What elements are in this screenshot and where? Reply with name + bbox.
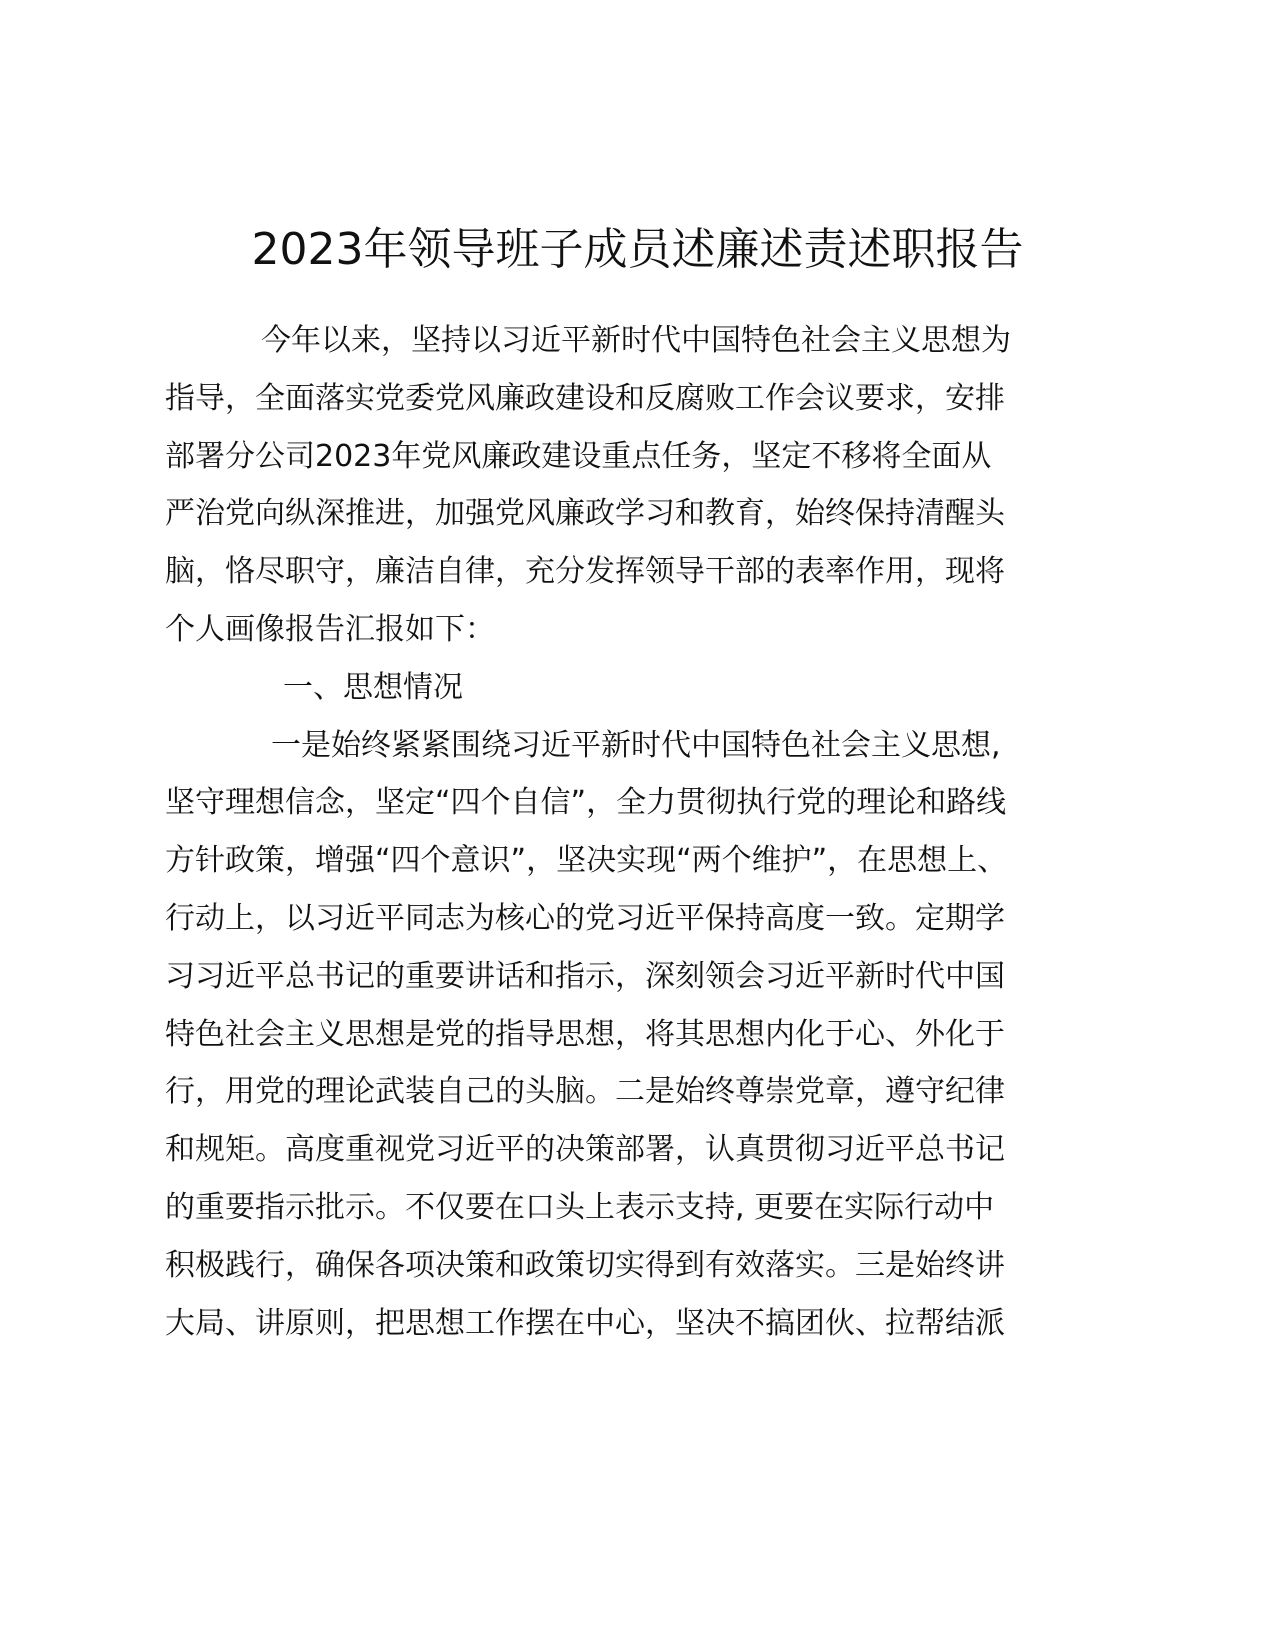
paragraph-line: 严治党向纵深推进，加强党风廉政学习和教育，始终保持清醒头	[165, 496, 1005, 532]
paragraph-line: 习习近平总书记的重要讲话和指示，深刻领会习近平新时代中国	[165, 958, 1005, 994]
section-heading: 一、思想情况	[283, 669, 463, 705]
paragraph-line: 行，用党的理论武装自己的头脑。二是始终尊崇党章，遵守纪律	[165, 1074, 1005, 1110]
paragraph-line: 的重要指示批示。不仅要在口头上表示支持, 更要在实际行动中	[165, 1189, 995, 1225]
paragraph-line: 坚守理想信念，坚定“四个自信”，全力贯彻执行党的理论和路线	[165, 785, 1007, 821]
paragraph-line: 行动上，以习近平同志为核心的党习近平保持高度一致。定期学	[165, 900, 1005, 936]
paragraph-line: 指导，全面落实党委党风廉政建设和反腐败工作会议要求，安排	[165, 380, 1005, 416]
paragraph-line: 脑，恪尽职守，廉洁自律，充分发挥领导干部的表率作用，现将	[165, 554, 1005, 590]
document-title: 2023年领导班子成员述廉述责述职报告	[251, 224, 1024, 275]
paragraph-line: 大局、讲原则，把思想工作摆在中心，坚决不搞团伙、拉帮结派	[165, 1305, 1005, 1341]
paragraph-line: 积极践行，确保各项决策和政策切实得到有效落实。三是始终讲	[165, 1247, 1005, 1283]
paragraph-line: 和规矩。高度重视党习近平的决策部署，认真贯彻习近平总书记	[165, 1132, 1005, 1168]
paragraph-line: 特色社会主义思想是党的指导思想，将其思想内化于心、外化于	[165, 1016, 1005, 1052]
paragraph-line: 个人画像报告汇报如下：	[165, 611, 495, 647]
document-body	[165, 312, 1095, 1352]
paragraph-line: 一是始终紧紧围绕习近平新时代中国特色社会主义思想,	[271, 727, 1001, 763]
paragraph-line: 部署分公司2023年党风廉政建设重点任务，坚定不移将全面从	[165, 438, 992, 474]
paragraph-line: 方针政策，增强“四个意识”，坚决实现“两个维护”，在思想上、	[165, 843, 1008, 879]
paragraph-line: 今年以来，坚持以习近平新时代中国特色社会主义思想为	[261, 323, 1011, 358]
